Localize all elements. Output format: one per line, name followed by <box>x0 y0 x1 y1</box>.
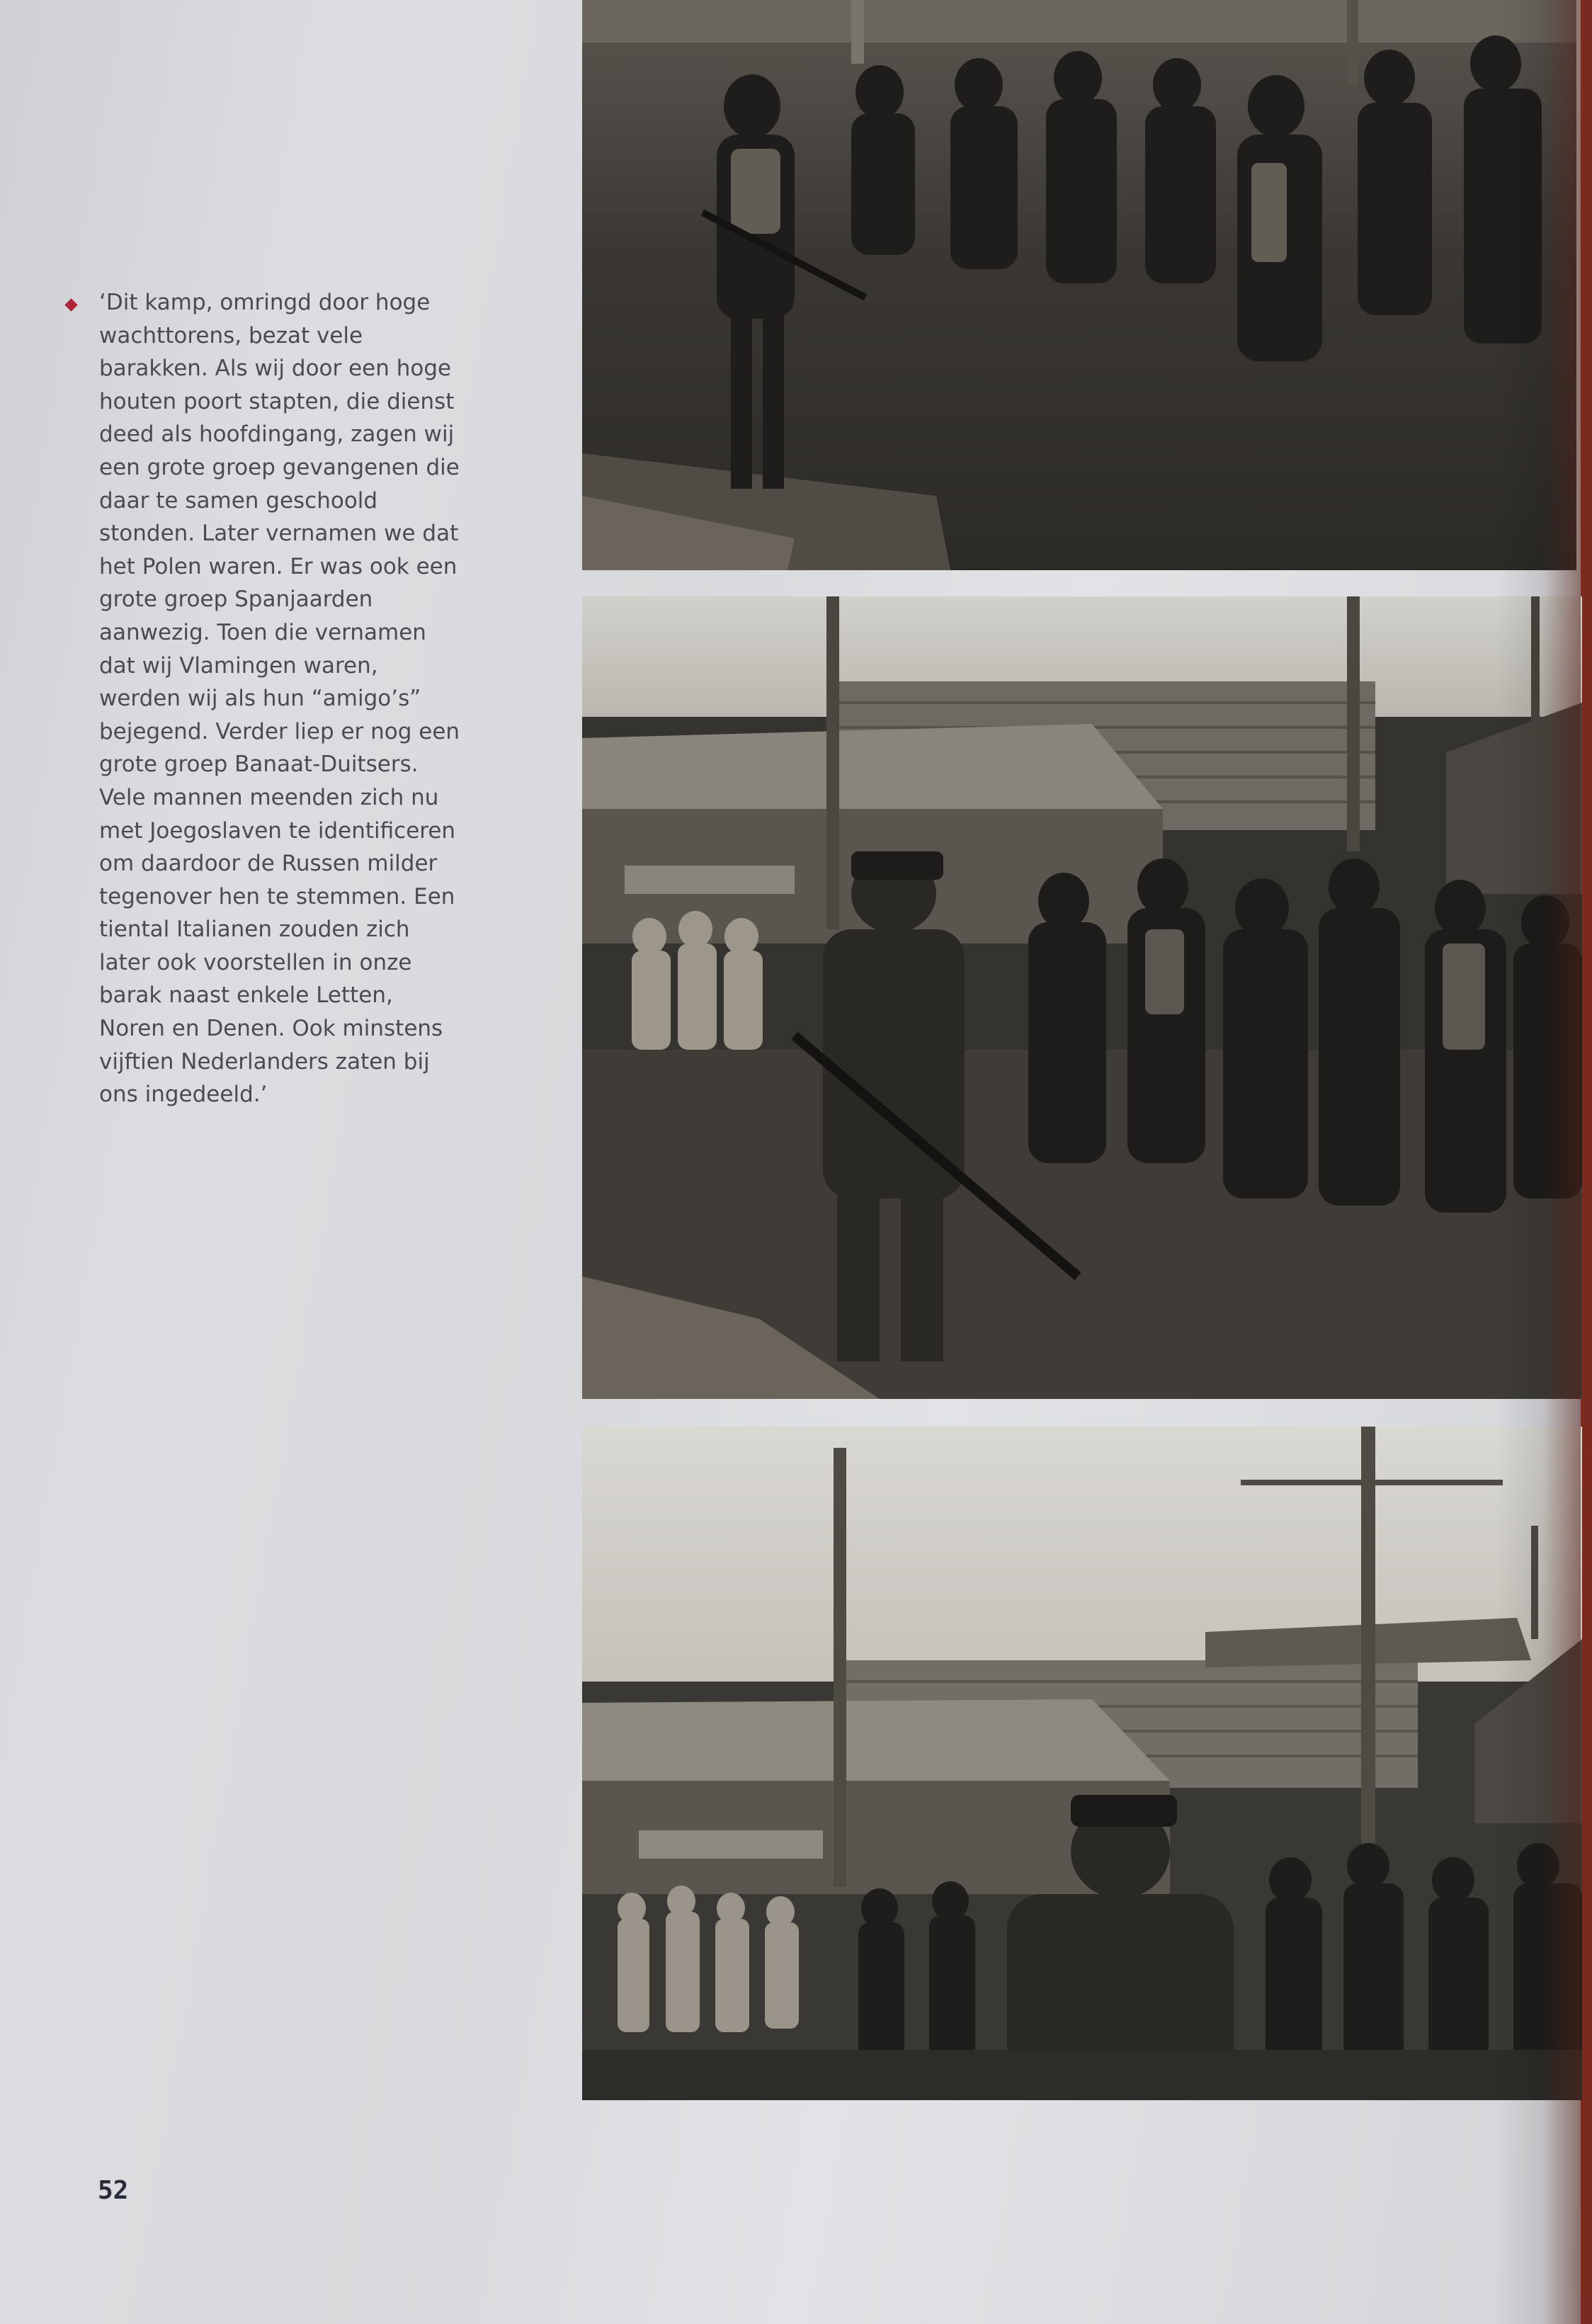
page-number: 52 <box>98 2176 129 2205</box>
photo-camp-column-barracks <box>582 596 1582 1399</box>
page-edge-shadow <box>1496 0 1581 2324</box>
quote-block <box>68 286 507 1111</box>
quote-text: ‘Dit kamp, omringd door hoge wachttorens, bezat vele barakken. Als wij door een hoge houten poort stapten, die dienst deed als hoofdingang, zagen wij een grote groep gevangenen die daar te samen geschoold stonden. Later vernamen we dat het Polen waren. Er was ook een grote groep Spanjaarden aanwezig. Toen die vernamen dat wij Vlamingen waren, werden wij als hun “amigo’s” bejegend. Verder liep er nog een grote groep Banaat-Duitsers. Vele mannen meenden zich nu met Joegoslaven te identificeren om daardoor de Russen milder tegenover hen te stemmen. Een tiental Italianen zouden zich later ook voorstellen in onze barak naast enkele Letten, Noren en Denen. Ook minstens vijftien Nederlanders zaten bij ons ingedeeld.’ <box>99 290 460 1108</box>
photo-camp-wide-view <box>582 1427 1582 2100</box>
photo-prisoners-marching-closeup <box>582 0 1576 570</box>
